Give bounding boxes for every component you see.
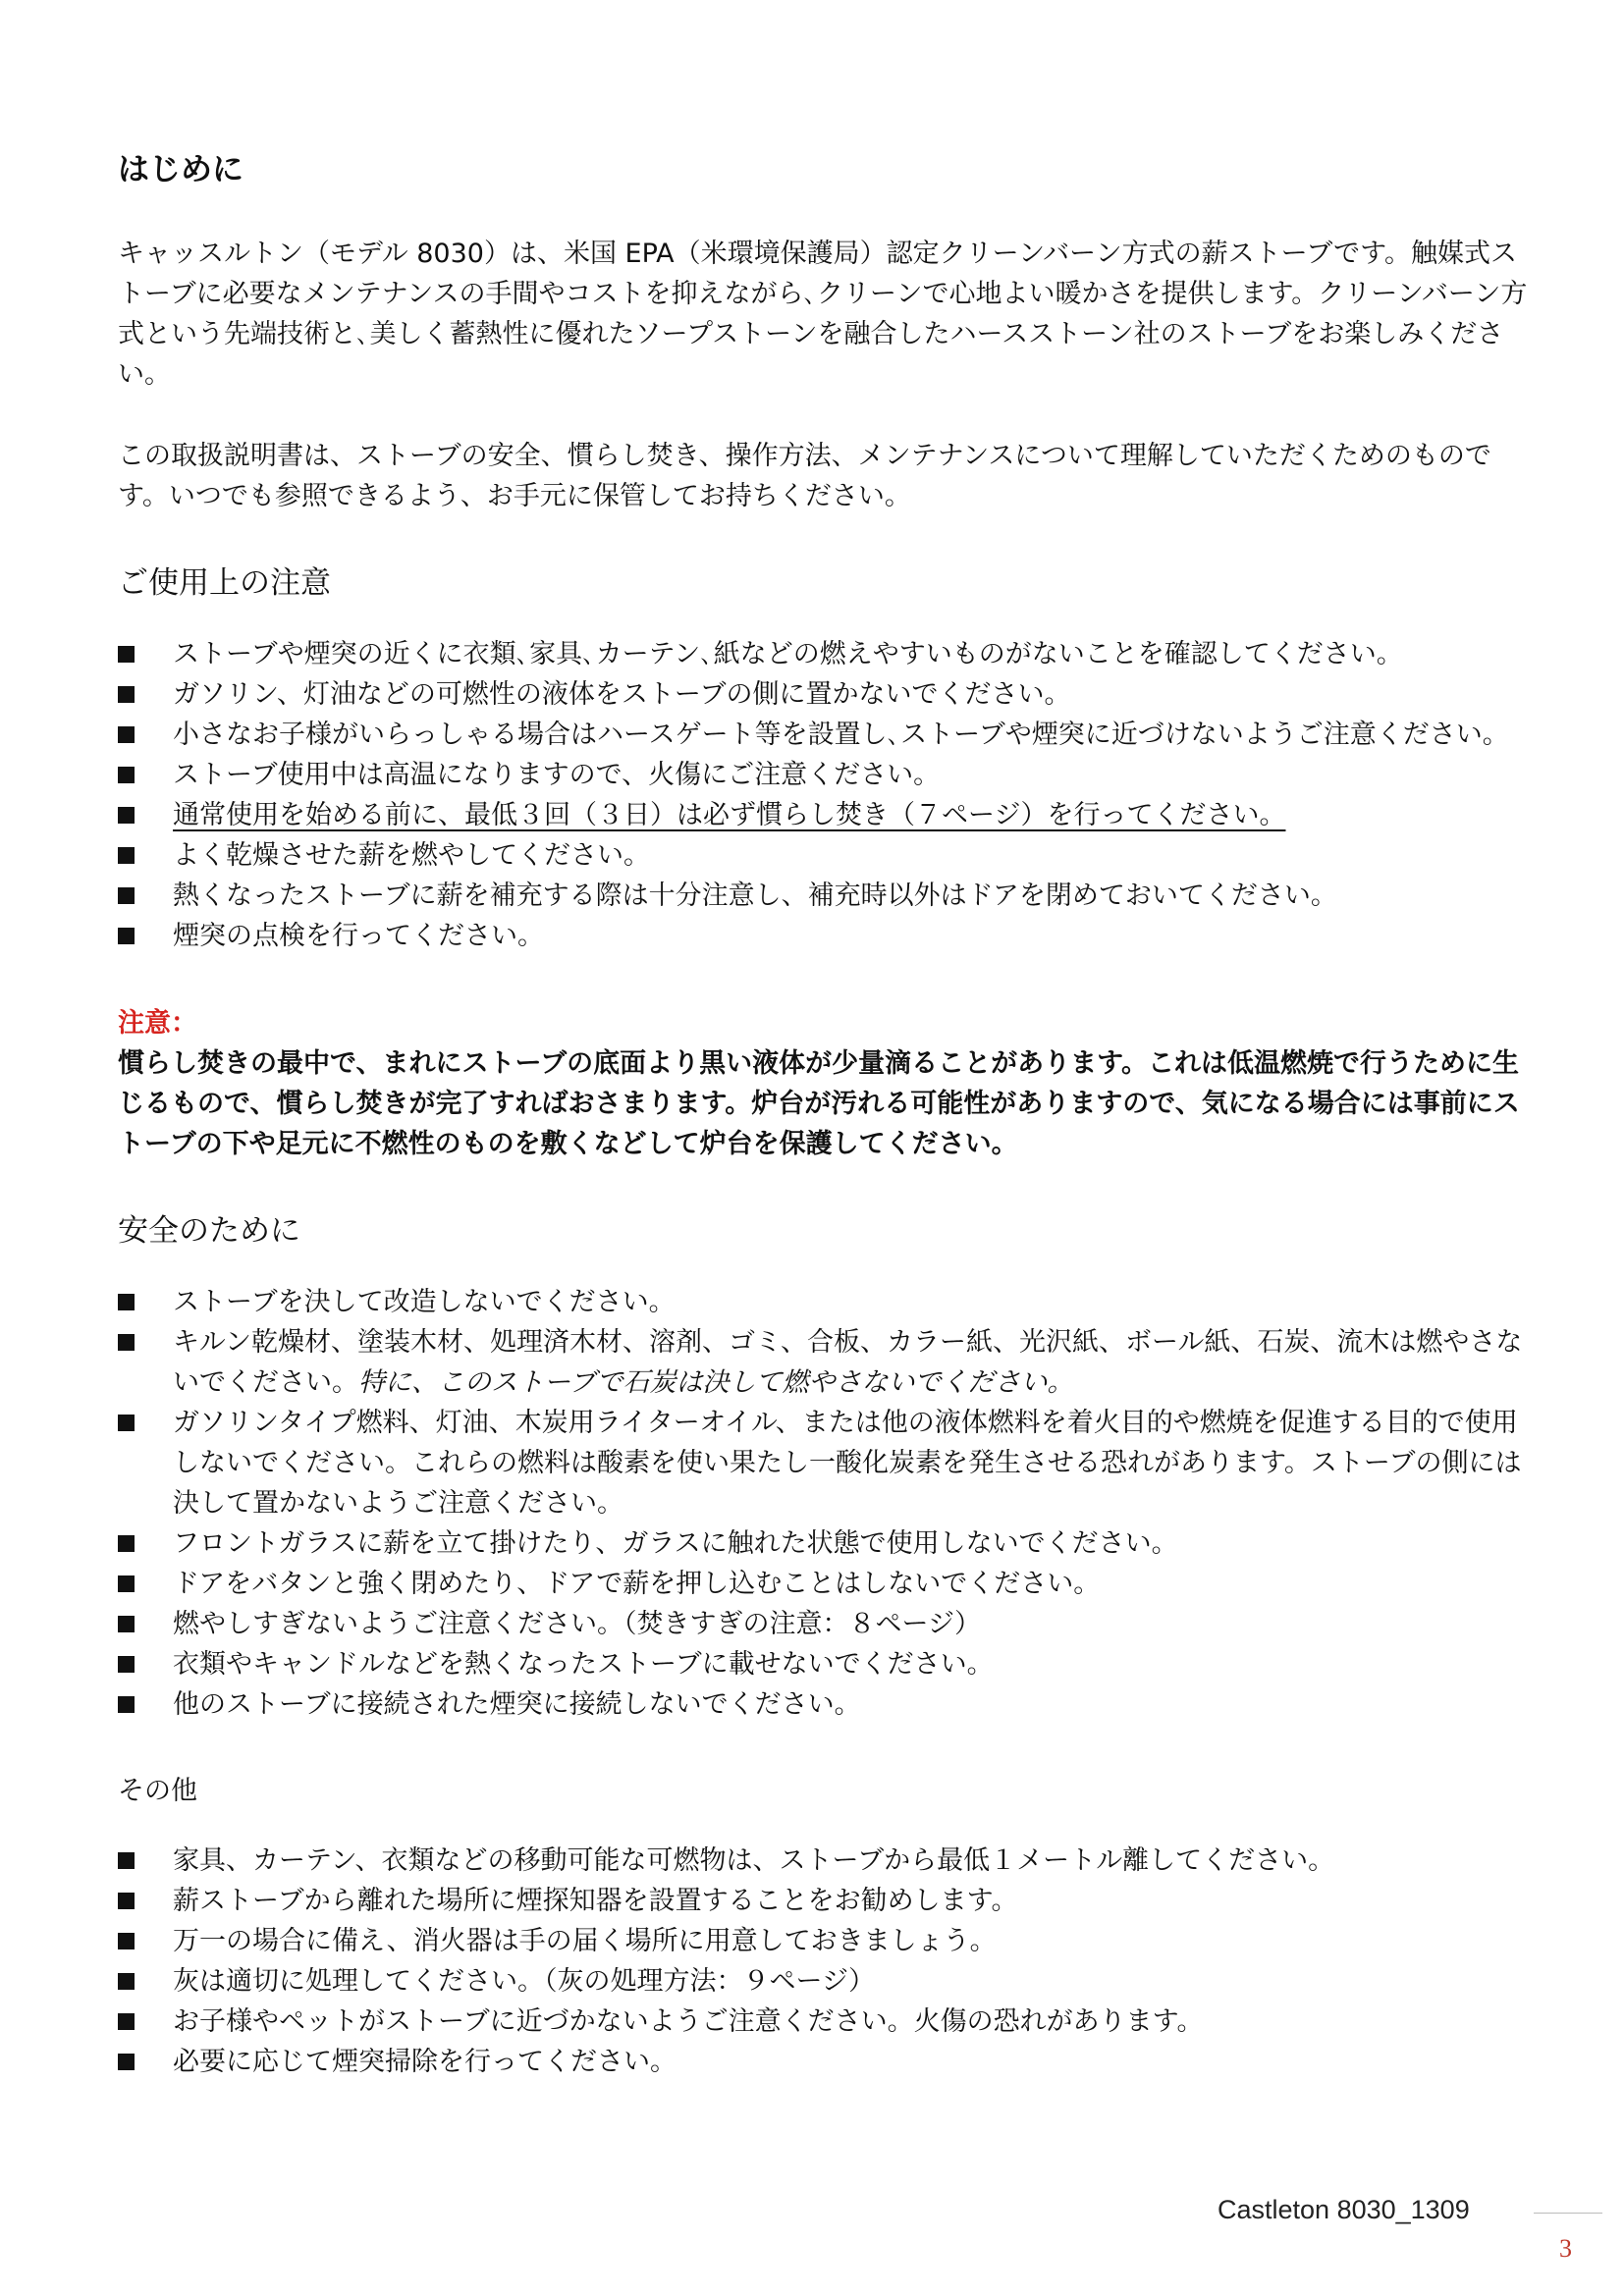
list-item: ストーブ使用中は高温になりますので、火傷にご注意ください。 [118, 755, 1532, 795]
bullet-square-icon [118, 1294, 135, 1310]
bullet-square-icon [118, 1933, 135, 1949]
bullet-square-icon [118, 1852, 135, 1869]
bullet-square-icon [118, 767, 135, 783]
list-item: 家具、カーテン、衣類などの移動可能な可燃物は、ストーブから最低１メートル離してください。 [118, 1841, 1532, 1881]
list-item: 他のストーブに接続された煙突に接続しないでください。 [118, 1684, 1532, 1725]
intro-paragraph-1: キャッスルトン（モデル 8030）は、米国 EPA（米環境保護局）認定クリーンバーン方式の薪ストーブです。触媒式ストーブに必要なメンテナンスの手間やコストを抑えながら､クリーンで心地よい暖かさを提供します。クリーンバーン方式という先端技術と､美しく蓄熱性に優れたソープストーンを融合したハースストーン社のストーブをお楽しみください。 [118, 239, 1528, 390]
intro-paragraph-2: この取扱説明書は、ストーブの安全、慣らし焚き、操作方法、メンテナンスについて理解していただくためのものです。いつでも参照できるよう、お手元に保管してお持ちください。 [118, 441, 1491, 511]
caution-text: 慣らし焚きの最中で、まれにストーブの底面より黒い液体が少量滴ることがあります。これは低温燃焼で行うために生じるもので、慣らし焚きが完了すればおさまります。炉台が汚れる可能性がありますので、気になる場合には事前にストーブの下や足元に不燃性のものを敷くなどして炉台を保護してください。 [118, 1048, 1520, 1159]
bullet-square-icon [118, 1696, 135, 1713]
list-item: 熱くなったストーブに薪を補充する際は十分注意し、補充時以外はドアを閉めておいてください。 [118, 876, 1532, 916]
bullet-square-icon [118, 1893, 135, 1909]
page-footer [1218, 2195, 1610, 2273]
bullet-square-icon [118, 1575, 135, 1592]
bullet-square-icon [118, 887, 135, 904]
bullet-square-icon [118, 1535, 135, 1552]
footer-divider [1534, 2213, 1602, 2214]
list-item: フロントガラスに薪を立て掛けたり、ガラスに触れた状態で使用しないでください。 [118, 1523, 1532, 1564]
list-item: 煙突の点検を行ってください。 [118, 916, 1532, 956]
other-list [118, 1841, 1532, 2082]
footer-doc-id: Castleton 8030_1309 [1218, 2195, 1470, 2224]
list-item: 小さなお子様がいらっしゃる場合はハースゲート等を設置し､ストーブや煙突に近づけないようご注意ください。 [118, 715, 1532, 755]
bullet-square-icon [118, 2054, 135, 2070]
usage-notes-list [118, 634, 1532, 956]
list-item: ガソリン、灯油などの可燃性の液体をストーブの側に置かないでください。 [118, 674, 1532, 715]
list-item: 燃やしすぎないようご注意ください。（焚きすぎの注意：８ページ） [118, 1604, 1532, 1644]
bullet-square-icon [118, 1415, 135, 1431]
document-body [118, 147, 1532, 2129]
bullet-square-icon [118, 686, 135, 703]
usage-notes-title: ご使用上の注意 [118, 565, 331, 601]
other-title: その他 [118, 1776, 197, 1806]
caution-label: 注意： [118, 1008, 197, 1039]
list-item [118, 795, 1532, 835]
safety-list [118, 1282, 1532, 1725]
intro-title: はじめに [118, 150, 244, 187]
list-item: よく乾燥させた薪を燃やしてください。 [118, 835, 1532, 876]
bullet-square-icon [118, 807, 135, 824]
coal-warning: 特に、このストーブで石炭は決して燃やさないでください。 [358, 1367, 1074, 1398]
list-item: キルン乾燥材、塗装木材、処理済木材、溶剤、ゴミ、合板、カラー紙、光沢紙、ボール紙、石炭、流木は燃やさないでください。特に、このストーブで石炭は決して燃やさないでください。 [118, 1322, 1532, 1403]
bullet-square-icon [118, 646, 135, 663]
list-item: ストーブを決して改造しないでください。 [118, 1282, 1532, 1322]
bullet-square-icon [118, 2013, 135, 2030]
list-item: 灰は適切に処理してください。（灰の処理方法：９ページ） [118, 1961, 1532, 2002]
bullet-square-icon [118, 1334, 135, 1351]
bullet-square-icon [118, 1656, 135, 1673]
list-item: ガソリンタイプ燃料、灯油、木炭用ライターオイル、または他の液体燃料を着火目的や燃焼を促進する目的で使用しないでください。これらの燃料は酸素を使い果たし一酸化炭素を発生させる恐れがあります。ストーブの側には決して置かないようご注意ください。 [118, 1403, 1532, 1523]
bullet-square-icon [118, 1973, 135, 1990]
list-item: ドアをバタンと強く閉めたり、ドアで薪を押し込むことはしないでください。 [118, 1564, 1532, 1604]
safety-title: 安全のために [118, 1213, 300, 1249]
bullet-square-icon [118, 928, 135, 944]
list-item: ストーブや煙突の近くに衣類､家具､カーテン､紙などの燃えやすいものがないことを確認してください。 [118, 634, 1532, 674]
list-item: 万一の場合に備え、消火器は手の届く場所に用意しておきましょう。 [118, 1921, 1532, 1961]
bullet-square-icon [118, 847, 135, 864]
page-number: 3 [1559, 2234, 1572, 2263]
bullet-square-icon [118, 726, 135, 743]
break-in-notice: 通常使用を始める前に、最低３回（３日）は必ず慣らし焚き（７ページ）を行ってください。 [173, 800, 1286, 830]
list-item: 必要に応じて煙突掃除を行ってください。 [118, 2042, 1532, 2082]
bullet-square-icon [118, 1616, 135, 1632]
list-item: お子様やペットがストーブに近づかないようご注意ください。火傷の恐れがあります。 [118, 2002, 1532, 2042]
list-item: 薪ストーブから離れた場所に煙探知器を設置することをお勧めします。 [118, 1881, 1532, 1921]
list-item: 衣類やキャンドルなどを熱くなったストーブに載せないでください。 [118, 1644, 1532, 1684]
